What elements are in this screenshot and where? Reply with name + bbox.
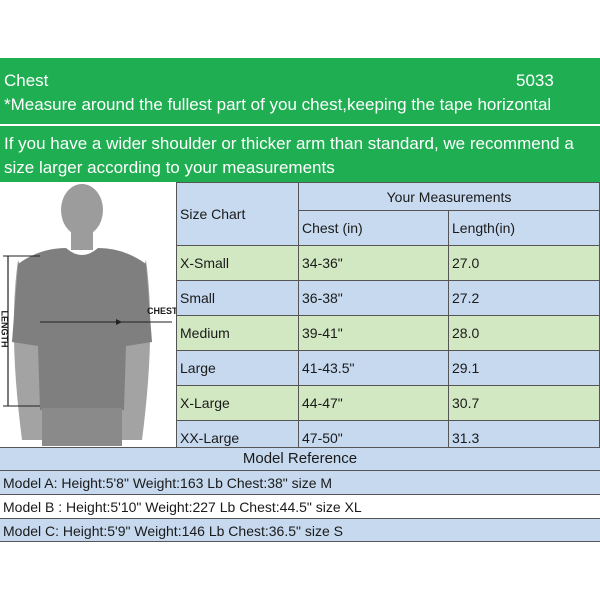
advice-text: If you have a wider shoulder or thicker arm than standard, we recommend a size larger according to your measurements	[4, 134, 574, 177]
chest-cell: 39-41"	[299, 316, 449, 351]
length-cell: 30.7	[449, 386, 600, 421]
header-banner	[0, 58, 600, 124]
table-row	[177, 316, 600, 351]
length-cell: 27.0	[449, 246, 600, 281]
tshirt-figure	[0, 182, 176, 446]
table-row	[177, 351, 600, 386]
advice-banner	[0, 126, 600, 182]
table-header-row	[177, 183, 600, 211]
model-reference-title: Model Reference	[0, 447, 600, 470]
length-column-header: Length(in)	[449, 211, 600, 246]
size-chart-header: Size Chart	[177, 183, 299, 246]
chest-cell: 44-47"	[299, 386, 449, 421]
length-cell: 31.3	[449, 421, 600, 456]
size-cell: XX-Large	[177, 421, 299, 456]
measure-instruction: *Measure around the fullest part of you chest,keeping the tape horizontal	[4, 95, 552, 114]
size-chart-table	[176, 182, 600, 456]
chest-cell: 36-38"	[299, 281, 449, 316]
size-cell: X-Small	[177, 246, 299, 281]
size-cell: X-Large	[177, 386, 299, 421]
table-row	[177, 281, 600, 316]
chest-title: Chest	[4, 71, 49, 90]
chest-cell: 47-50"	[299, 421, 449, 456]
chest-column-header: Chest (in)	[299, 211, 449, 246]
model-reference-row: Model C: Height:5'9" Weight:146 Lb Chest:36.5" size S	[0, 518, 600, 542]
model-reference-row: Model A: Height:5'8" Weight:163 Lb Chest:38" size M	[0, 470, 600, 494]
length-cell: 29.1	[449, 351, 600, 386]
length-cell: 27.2	[449, 281, 600, 316]
your-measurements-header: Your Measurements	[299, 183, 600, 211]
size-cell: Medium	[177, 316, 299, 351]
length-measure-label: LENGTH	[0, 310, 10, 348]
table-row	[177, 246, 600, 281]
product-code: 5033	[516, 71, 554, 90]
chest-measure-label: CHEST	[147, 306, 178, 316]
size-cell: Large	[177, 351, 299, 386]
chest-cell: 41-43.5"	[299, 351, 449, 386]
table-row	[177, 386, 600, 421]
model-reference-row: Model B : Height:5'10" Weight:227 Lb Chest:44.5" size XL	[0, 494, 600, 518]
size-cell: Small	[177, 281, 299, 316]
chest-cell: 34-36"	[299, 246, 449, 281]
length-cell: 28.0	[449, 316, 600, 351]
